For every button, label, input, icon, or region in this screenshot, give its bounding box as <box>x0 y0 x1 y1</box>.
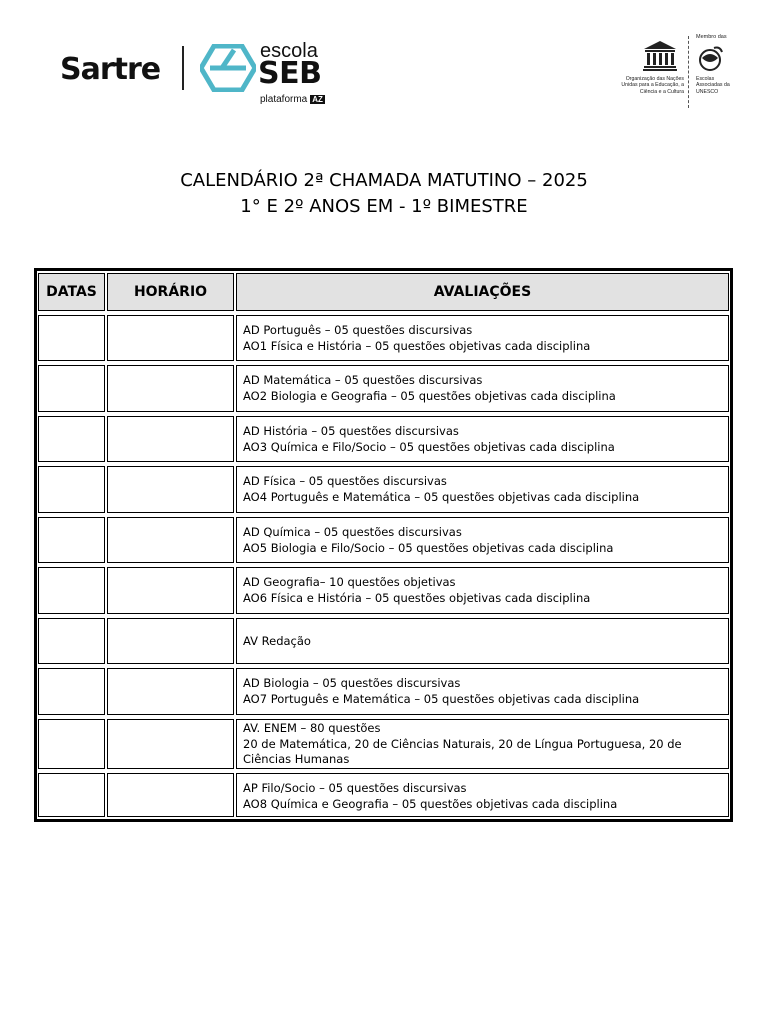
unesco-logo <box>620 34 740 110</box>
unesco-schools-text: Escolas Associadas da UNESCO <box>696 76 730 95</box>
evaluation-line: AD Biologia – 05 questões discursivas <box>243 676 461 690</box>
evaluation-line: AO7 Português e Matemática – 05 questões objetivas cada disciplina <box>243 692 640 706</box>
time-cell <box>107 517 234 563</box>
evaluation-cell <box>236 416 729 462</box>
time-cell <box>107 773 234 817</box>
title-line-1: CALENDÁRIO 2ª CHAMADA MATUTINO – 2025 <box>180 170 588 191</box>
evaluation-line: AO3 Química e Filo/Socio – 05 questões objetivas cada disciplina <box>243 440 615 454</box>
time-cell <box>107 466 234 513</box>
date-cell <box>38 365 105 412</box>
header-avaliacoes: AVALIAÇÕES <box>236 273 729 311</box>
evaluation-line: AD Física – 05 questões discursivas <box>243 474 447 488</box>
date-cell <box>38 567 105 614</box>
az-badge: AZ <box>312 94 323 104</box>
time-cell <box>107 365 234 412</box>
table-row <box>37 616 730 666</box>
unesco-member-text: Membro das <box>696 34 727 40</box>
time-cell <box>107 416 234 462</box>
evaluation-line: AD Português – 05 questões discursivas <box>243 323 473 337</box>
time-cell <box>107 315 234 361</box>
title-line-2: 1° E 2º ANOS EM - 1º BIMESTRE <box>240 196 528 217</box>
seb-hexagon-icon <box>200 44 256 92</box>
table-header-row <box>37 271 730 313</box>
date-cell <box>38 466 105 513</box>
date-cell <box>38 315 105 361</box>
evaluation-line: AD Química – 05 questões discursivas <box>243 525 462 539</box>
evaluation-line: 20 de Matemática, 20 de Ciências Naturais, 20 de Língua Portuguesa, 20 de Ciências Humanas <box>243 736 682 766</box>
schedule-table <box>34 268 733 822</box>
unesco-org-text: Organização das Nações Unidas para a Educação, a Ciência e a Cultura <box>621 76 684 95</box>
evaluation-line: AO8 Química e Geografia – 05 questões objetivas cada disciplina <box>243 797 618 811</box>
table-row <box>37 565 730 616</box>
unesco-temple-icon <box>642 40 678 72</box>
evaluation-line: AD História – 05 questões discursivas <box>243 424 459 438</box>
evaluation-line: AO4 Português e Matemática – 05 questões objetivas cada disciplina <box>243 490 640 504</box>
date-cell <box>38 618 105 664</box>
date-cell <box>38 668 105 715</box>
evaluation-line: AO2 Biologia e Geografia – 05 questões objetivas cada disciplina <box>243 389 616 403</box>
time-cell <box>107 618 234 664</box>
evaluation-cell <box>236 365 729 412</box>
evaluation-cell <box>236 618 729 664</box>
evaluation-line: AD Matemática – 05 questões discursivas <box>243 373 483 387</box>
table-row <box>37 666 730 717</box>
seb-name-text: SEB <box>258 56 322 91</box>
table-row <box>37 313 730 363</box>
date-cell <box>38 773 105 817</box>
seb-plataforma-text <box>260 94 325 105</box>
evaluation-cell <box>236 466 729 513</box>
evaluation-cell <box>236 668 729 715</box>
date-cell <box>38 416 105 462</box>
evaluation-cell <box>236 315 729 361</box>
unesco-schools-icon <box>696 44 726 74</box>
seb-plataforma-label: plataforma <box>260 94 308 105</box>
evaluation-line: AO1 Física e História – 05 questões objetivas cada disciplina <box>243 339 591 353</box>
logo-divider <box>182 46 184 90</box>
time-cell <box>107 668 234 715</box>
evaluation-cell <box>236 517 729 563</box>
time-cell <box>107 719 234 769</box>
table-row <box>37 771 730 819</box>
date-cell <box>38 517 105 563</box>
evaluation-line: AO6 Física e História – 05 questões objetivas cada disciplina <box>243 591 591 605</box>
unesco-separator <box>688 36 689 108</box>
table-row <box>37 414 730 464</box>
evaluation-line: AP Filo/Socio – 05 questões discursivas <box>243 781 467 795</box>
evaluation-line: AO5 Biologia e Filo/Socio – 05 questões objetivas cada disciplina <box>243 541 614 555</box>
date-cell <box>38 719 105 769</box>
seb-escola-text: escola <box>260 40 318 62</box>
header-horario: HORÁRIO <box>107 273 234 311</box>
evaluation-cell <box>236 719 729 769</box>
header-datas: DATAS <box>38 273 105 311</box>
table-row <box>37 515 730 565</box>
sartre-logo: Sartre <box>60 52 161 87</box>
escola-seb-logo <box>200 40 340 110</box>
document-title <box>0 168 768 220</box>
evaluation-line: AD Geografia– 10 questões objetivas <box>243 575 456 589</box>
evaluation-line: AV. ENEM – 80 questões <box>243 721 381 735</box>
time-cell <box>107 567 234 614</box>
evaluation-cell <box>236 773 729 817</box>
table-row <box>37 464 730 515</box>
table-row <box>37 717 730 771</box>
evaluation-cell <box>236 567 729 614</box>
table-row <box>37 363 730 414</box>
evaluation-line: AV Redação <box>243 634 311 648</box>
